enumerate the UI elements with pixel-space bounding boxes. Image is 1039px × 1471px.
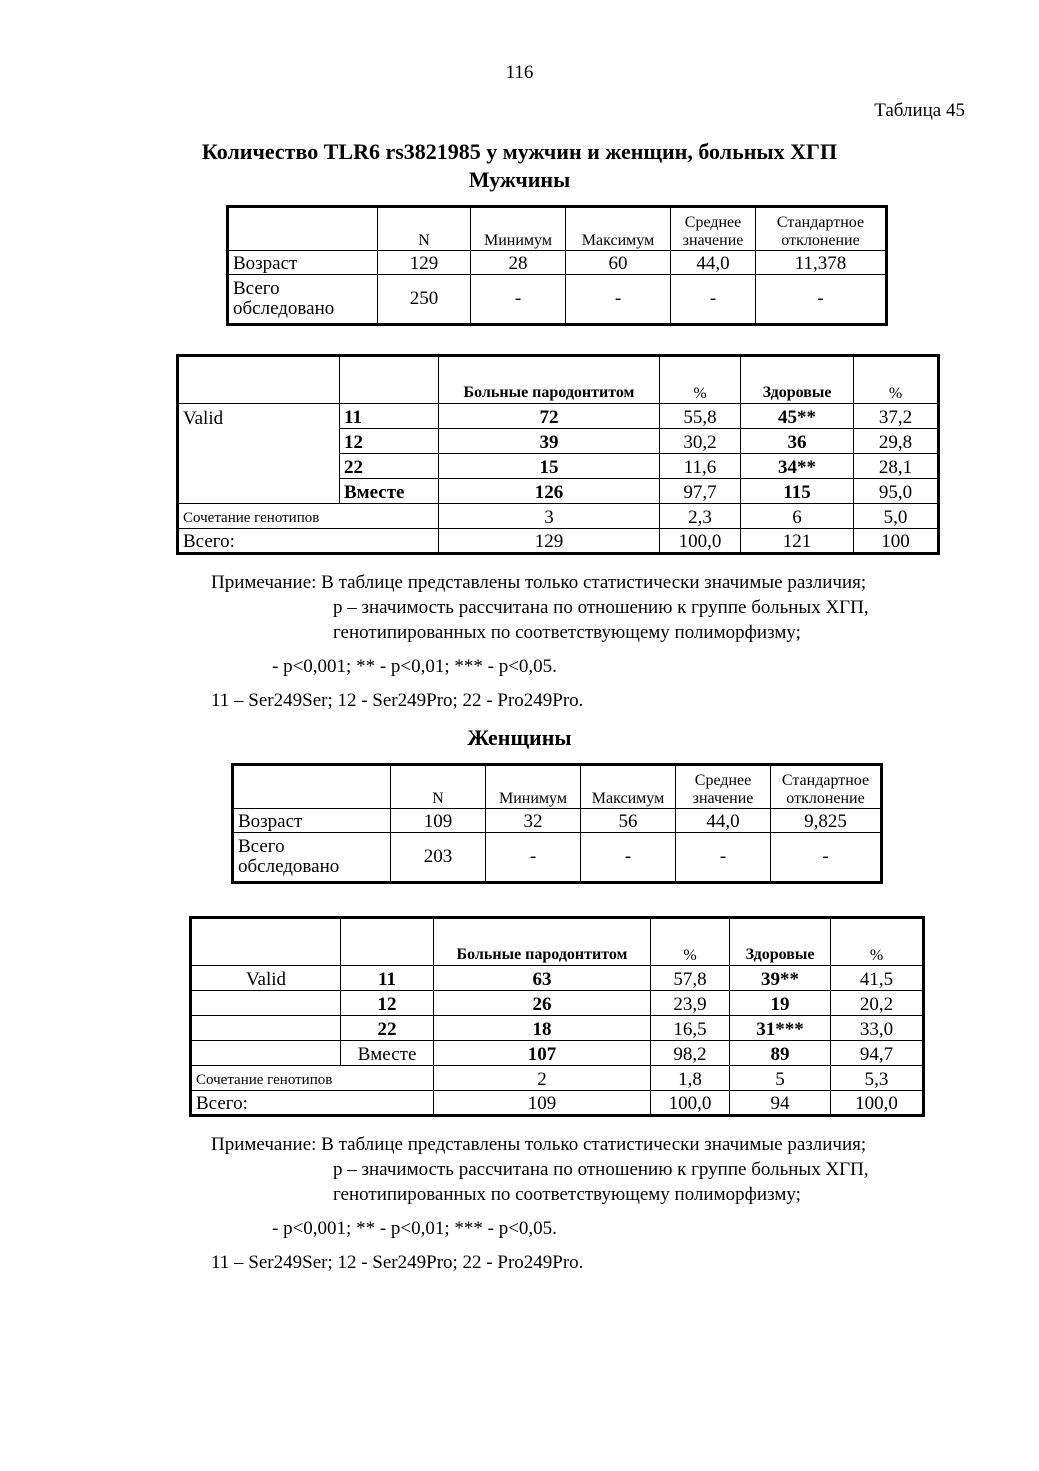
genotype-label: Вместе (341, 1041, 434, 1066)
cell: 19 (730, 991, 831, 1016)
cell: - (566, 275, 671, 325)
cell: 60 (566, 251, 671, 275)
cell: 100,0 (660, 529, 741, 554)
empty-cell (191, 991, 341, 1016)
empty-header-cell (341, 918, 434, 966)
cell: 5,0 (854, 504, 939, 529)
empty-cell (178, 454, 340, 479)
header-cell: Максимум (566, 207, 671, 251)
cell: 29,8 (854, 429, 939, 454)
header-cell: Больные пародонтитом (434, 918, 651, 966)
cell: 115 (741, 479, 854, 504)
cell: 30,2 (660, 429, 741, 454)
header-cell: Больные пародонтитом (439, 356, 660, 404)
cell: 100,0 (831, 1091, 924, 1116)
table-row (178, 479, 939, 504)
cell: 56 (581, 809, 676, 833)
cell: 109 (434, 1091, 651, 1116)
empty-header-cell (191, 918, 341, 966)
header-cell: Максимум (581, 765, 676, 809)
header-cell: N (378, 207, 471, 251)
cell: 129 (378, 251, 471, 275)
table-row (191, 1016, 924, 1041)
empty-cell (178, 429, 340, 454)
note-line: - p<0,001; ** - p<0,01; *** - p<0,05. (272, 656, 557, 677)
women-heading: Женщины (467, 725, 572, 750)
cell: 126 (439, 479, 660, 504)
cell: 44,0 (671, 251, 756, 275)
cell: 97,7 (660, 479, 741, 504)
row-label: Возраст (233, 809, 391, 833)
cell: 11,378 (756, 251, 887, 275)
cell: 5,3 (831, 1066, 924, 1091)
cell: 100,0 (651, 1091, 730, 1116)
header-cell: Среднее значение (671, 207, 756, 251)
cell: 72 (439, 404, 660, 429)
cell: 95,0 (854, 479, 939, 504)
header-cell: Стандартное отклонение (756, 207, 887, 251)
cell: 63 (434, 966, 651, 991)
note-line: р – значимость рассчитана по отношению к группе больных ХГП, (333, 1159, 869, 1180)
table-row (191, 966, 924, 991)
genotype-label: 22 (340, 454, 439, 479)
men-stats-table (226, 205, 888, 326)
table-row (191, 1091, 924, 1116)
valid-label: Valid (178, 404, 340, 429)
table-number: Таблица 45 (874, 100, 965, 121)
cell: 6 (741, 504, 854, 529)
header-cell: Минимум (471, 207, 566, 251)
cell: 16,5 (651, 1016, 730, 1041)
table-row (191, 991, 924, 1016)
cell: 44,0 (676, 809, 771, 833)
empty-header-cell (233, 765, 391, 809)
cell: 41,5 (831, 966, 924, 991)
empty-cell (191, 1016, 341, 1041)
cell: - (581, 833, 676, 883)
page-number: 116 (505, 62, 534, 83)
note-line: - p<0,001; ** - p<0,01; *** - p<0,05. (272, 1218, 557, 1239)
empty-header-cell (340, 356, 439, 404)
cell: 33,0 (831, 1016, 924, 1041)
note-line: 11 – Ser249Ser; 12 - Ser249Pro; 22 - Pro249Pro. (211, 1252, 584, 1273)
cell: 89 (730, 1041, 831, 1066)
cell: 1,8 (651, 1066, 730, 1091)
cell: 26 (434, 991, 651, 1016)
cell: 94 (730, 1091, 831, 1116)
table-row (191, 1066, 924, 1091)
women-stats-table (231, 763, 883, 884)
cell: 37,2 (854, 404, 939, 429)
cell: 55,8 (660, 404, 741, 429)
total-label: Всего: (178, 529, 439, 554)
note-line: 11 – Ser249Ser; 12 - Ser249Pro; 22 - Pro249Pro. (211, 690, 584, 711)
combo-label: Сочетание генотипов (178, 504, 439, 529)
genotype-label: 12 (341, 991, 434, 1016)
cell: 31*** (730, 1016, 831, 1041)
cell: - (471, 275, 566, 325)
table-row (178, 529, 939, 554)
women-genotype-table (189, 916, 925, 1117)
note-line: Примечание: В таблице представлены только статистически значимые различия; (211, 572, 867, 593)
cell: 36 (741, 429, 854, 454)
combo-label: Сочетание генотипов (191, 1066, 434, 1091)
cell: - (756, 275, 887, 325)
cell: 100 (854, 529, 939, 554)
cell: 3 (439, 504, 660, 529)
cell: 9,825 (771, 809, 882, 833)
document-title: Количество TLR6 rs3821985 у мужчин и женщин, больных ХГП (201, 139, 838, 164)
cell: 45** (741, 404, 854, 429)
cell: - (671, 275, 756, 325)
cell: 5 (730, 1066, 831, 1091)
cell: 121 (741, 529, 854, 554)
empty-header-cell (228, 207, 378, 251)
cell: 20,2 (831, 991, 924, 1016)
genotype-label: 22 (341, 1016, 434, 1041)
cell: 34** (741, 454, 854, 479)
row-label: Всего обследовано (233, 833, 391, 883)
empty-header-cell (178, 356, 340, 404)
cell: 23,9 (651, 991, 730, 1016)
table-row (191, 1041, 924, 1066)
header-cell: Минимум (486, 765, 581, 809)
cell: 2 (434, 1066, 651, 1091)
table-row (178, 454, 939, 479)
note-line: Примечание: В таблице представлены только статистически значимые различия; (211, 1134, 867, 1155)
cell: - (771, 833, 882, 883)
table-row (178, 429, 939, 454)
header-cell: Здоровые (741, 356, 854, 404)
cell: 57,8 (651, 966, 730, 991)
header-cell: Среднее значение (676, 765, 771, 809)
cell: 32 (486, 809, 581, 833)
men-genotype-table (176, 354, 940, 555)
header-cell: % (660, 356, 741, 404)
cell: 98,2 (651, 1041, 730, 1066)
cell: 107 (434, 1041, 651, 1066)
cell: 2,3 (660, 504, 741, 529)
valid-label: Valid (191, 966, 341, 991)
cell: 109 (391, 809, 486, 833)
cell: 39** (730, 966, 831, 991)
genotype-label: 12 (340, 429, 439, 454)
cell: - (486, 833, 581, 883)
cell: 94,7 (831, 1041, 924, 1066)
men-heading: Мужчины (468, 167, 571, 192)
header-cell: % (651, 918, 730, 966)
cell: 39 (439, 429, 660, 454)
cell: 18 (434, 1016, 651, 1041)
cell: 28 (471, 251, 566, 275)
cell: 15 (439, 454, 660, 479)
row-label: Возраст (228, 251, 378, 275)
row-label: Всего обследовано (228, 275, 378, 325)
genotype-label: 11 (341, 966, 434, 991)
cell: 11,6 (660, 454, 741, 479)
total-label: Всего: (191, 1091, 434, 1116)
table-row (178, 404, 939, 429)
note-line: генотипированных по соответствующему полиморфизму; (333, 622, 801, 643)
table-row (178, 504, 939, 529)
empty-cell (191, 1041, 341, 1066)
note-line: генотипированных по соответствующему полиморфизму; (333, 1184, 801, 1205)
cell: 129 (439, 529, 660, 554)
cell: - (676, 833, 771, 883)
empty-cell (178, 479, 340, 504)
header-cell: % (831, 918, 924, 966)
header-cell: N (391, 765, 486, 809)
header-cell: Стандартное отклонение (771, 765, 882, 809)
cell: 203 (391, 833, 486, 883)
header-cell: % (854, 356, 939, 404)
genotype-label: Вместе (340, 479, 439, 504)
cell: 250 (378, 275, 471, 325)
header-cell: Здоровые (730, 918, 831, 966)
genotype-label: 11 (340, 404, 439, 429)
note-line: р – значимость рассчитана по отношению к группе больных ХГП, (333, 597, 869, 618)
cell: 28,1 (854, 454, 939, 479)
